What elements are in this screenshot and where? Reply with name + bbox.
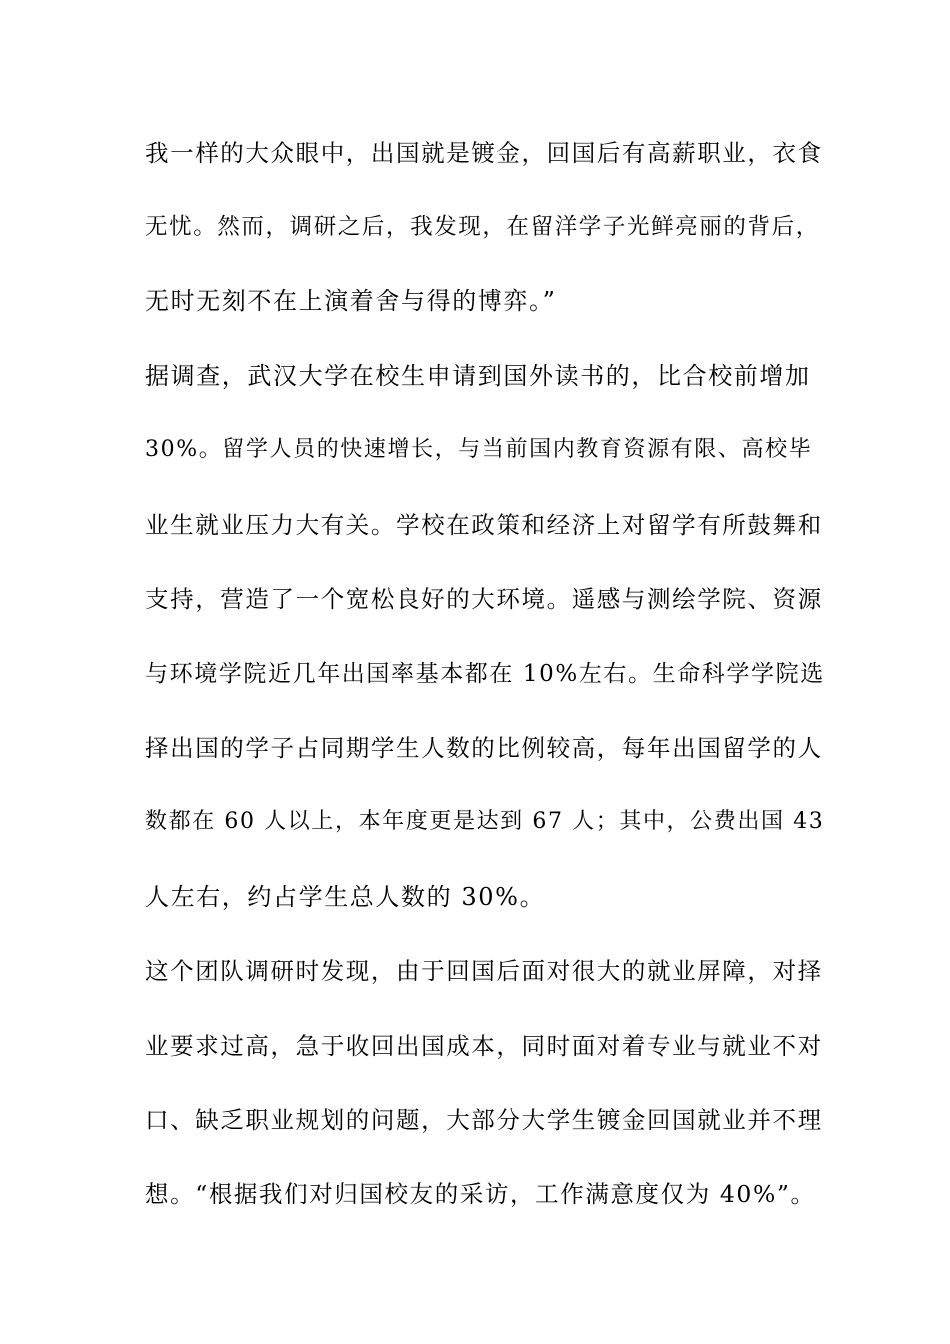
text-line: 这个团队调研时发现，由于回国后面对很大的就业屏障，对择	[145, 957, 823, 985]
text-line: 人左右，约占学生总人数的 30%。	[145, 883, 546, 911]
text-line: 业要求过高，急于收回出国成本，同时面对着专业与就业不对	[145, 1032, 823, 1060]
text-line: 据调查，武汉大学在校生申请到国外读书的，比合校前增加	[145, 362, 811, 390]
text-line: 30%。留学人员的快速增长，与当前国内教育资源有限、高校毕	[145, 437, 813, 462]
text-line: 我一样的大众眼中，出国就是镀金，回国后有高薪职业，衣食	[145, 139, 823, 167]
text-line: 择出国的学子占同期学生人数的比例较高，每年出国留学的人	[145, 734, 823, 762]
text-line: 无时无刻不在上演着舍与得的博弈。”	[145, 287, 557, 315]
text-line: 想。“根据我们对归国校友的采访，工作满意度仅为 40%”。	[145, 1180, 816, 1208]
text-line: 口、缺乏职业规划的问题，大部分大学生镀金回国就业并不理	[145, 1106, 823, 1134]
text-line: 与环境学院近几年出国率基本都在 10%左右。生命科学学院选	[145, 661, 825, 687]
text-line: 无忧。然而，调研之后，我发现，在留洋学子光鲜亮丽的背后，	[145, 214, 820, 240]
text-line: 业生就业压力大有关。学校在政策和经济上对留学有所鼓舞和	[145, 511, 823, 539]
text-line: 数都在 60 人以上，本年度更是达到 67 人；其中，公费出国 43	[145, 809, 825, 834]
text-line: 支持，营造了一个宽松良好的大环境。遥感与测绘学院、资源	[145, 585, 823, 613]
